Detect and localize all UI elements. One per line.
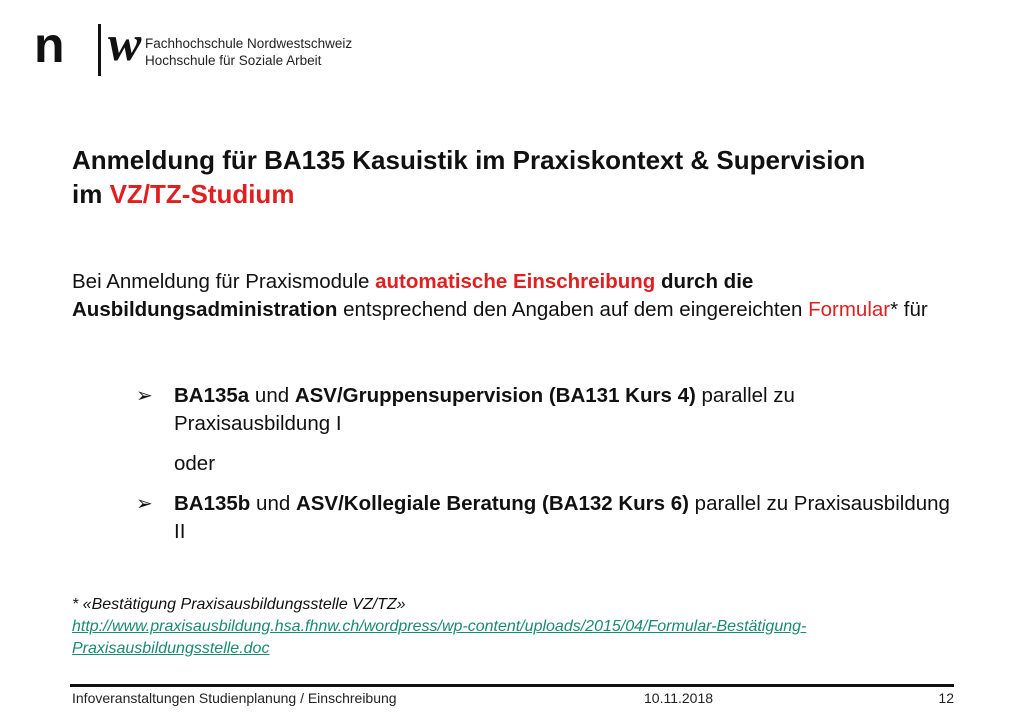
bullet-1-text-2: parallel zu Praxisausbildung I — [174, 384, 795, 435]
slide-title — [72, 143, 992, 211]
bullet-item-2 — [134, 490, 954, 546]
title-part-2: im — [72, 179, 110, 209]
bullet-1-module: ASV/Gruppensupervision (BA131 Kurs 4) — [294, 384, 696, 407]
bullet-list — [134, 382, 954, 546]
org-line-2: Hochschule für Soziale Arbeit — [145, 53, 322, 68]
arrow-bullet-icon: ➢ — [136, 493, 153, 515]
bullet-2-text-2: parallel zu Praxisausbildung II — [174, 492, 950, 543]
footnote-note: * «Bestätigung Praxisausbildungsstelle VZ/TZ» — [72, 596, 406, 613]
intro-paragraph — [72, 268, 972, 324]
footnote — [72, 594, 972, 660]
arrow-bullet-icon: ➢ — [136, 385, 153, 407]
bullet-item-1 — [134, 382, 954, 438]
footer-event-title: Infoveranstaltungen Studienplanung / Einschreibung — [72, 690, 397, 706]
bullet-1-code: BA135a — [174, 384, 250, 407]
logo-divider — [98, 24, 101, 76]
footer-divider — [70, 684, 954, 687]
title-part-1: Anmeldung für BA135 Kasuistik im Praxiskontext & Supervision — [72, 145, 866, 175]
logo-w: w — [108, 15, 142, 71]
bullet-2-code: BA135b — [174, 492, 251, 515]
bullet-2-module: ASV/Kollegiale Beratung (BA132 Kurs 6) — [295, 492, 689, 515]
intro-bold: durch die Ausbildungsadministration — [72, 270, 754, 321]
footer-date: 10.11.2018 — [644, 690, 714, 706]
bullet-2-text-1: und — [250, 492, 296, 515]
intro-text-3: * für — [890, 298, 928, 321]
title-highlight: VZ/TZ-Studium — [109, 179, 295, 209]
logo-n: n — [34, 17, 64, 73]
org-line-1: Fachhochschule Nordwestschweiz — [145, 36, 353, 51]
intro-text-1: Bei Anmeldung für Praxismodule — [72, 270, 376, 293]
intro-highlight-1: automatische Einschreibung — [375, 270, 656, 293]
org-name — [145, 35, 352, 69]
formular-link[interactable]: http://www.praxisausbildung.hsa.fhnw.ch/wordpress/wp-content/uploads/2015/04/Formular-Bestätigung-Praxisausbildungsstelle.doc — [72, 618, 807, 657]
intro-text-2: entsprechend den Angaben auf dem eingereichten — [337, 298, 809, 321]
page-number: 12 — [938, 690, 954, 706]
oder-text: oder — [174, 452, 216, 475]
bullet-1-text-1: und — [249, 384, 295, 407]
intro-highlight-2: Formular — [808, 298, 891, 321]
